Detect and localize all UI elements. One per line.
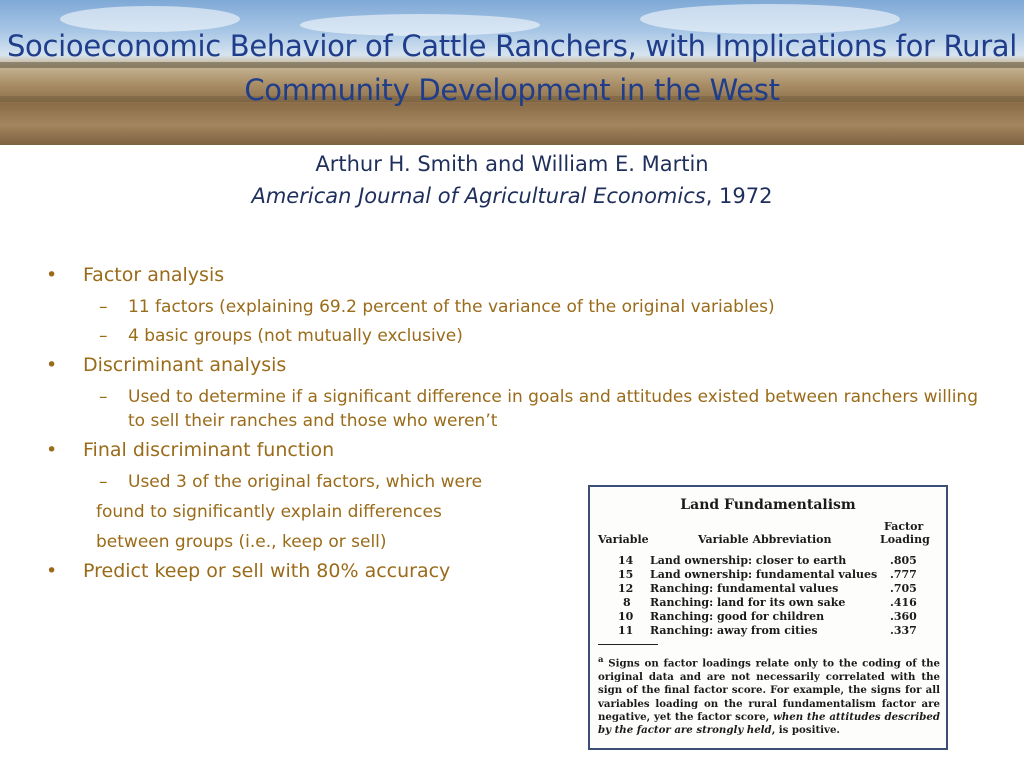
row-label: Ranching: land for its own sake bbox=[650, 596, 846, 609]
row-label: Land ownership: fundamental values bbox=[650, 568, 878, 581]
bullet-mark: • bbox=[46, 264, 58, 286]
row-loading: .805 bbox=[890, 554, 917, 567]
continuation-line: between groups (i.e., keep or sell) bbox=[96, 532, 387, 552]
dash-mark: – bbox=[99, 387, 108, 407]
table-row bbox=[590, 624, 946, 638]
authors-line: Arthur H. Smith and William E. Martin bbox=[315, 152, 709, 176]
header-variable: Variable bbox=[598, 533, 649, 546]
sub-bullet-text: 4 basic groups (not mutually exclusive) bbox=[128, 326, 463, 346]
bullet-mark: • bbox=[46, 439, 58, 461]
row-loading: .360 bbox=[890, 610, 917, 623]
table-row bbox=[590, 596, 946, 610]
header-loading-line1: Factor bbox=[884, 520, 924, 533]
bullet-text: Final discriminant function bbox=[83, 439, 335, 461]
sub-bullet-text: 11 factors (explaining 69.2 percent of the variance of the original variables) bbox=[128, 297, 775, 317]
row-variable: 14 bbox=[618, 554, 634, 567]
header-abbreviation: Variable Abbreviation bbox=[698, 533, 832, 546]
sub-bullet-item bbox=[40, 385, 990, 433]
bullet-item bbox=[40, 260, 990, 290]
table-footnote bbox=[598, 654, 940, 738]
row-variable: 10 bbox=[618, 610, 634, 623]
sub-bullet-item bbox=[40, 324, 990, 348]
row-label: Ranching: fundamental values bbox=[650, 582, 839, 595]
row-variable: 8 bbox=[623, 596, 631, 609]
table-row bbox=[590, 610, 946, 624]
row-loading: .705 bbox=[890, 582, 917, 595]
bullet-item bbox=[40, 435, 990, 465]
bullet-text: Predict keep or sell with 80% accuracy bbox=[83, 560, 451, 582]
factor-table-image bbox=[588, 485, 948, 750]
footnote-text: Signs on factor loadings relate only to the coding of the original data and are not necessarily correlated with the sign of the final factor score. For example, the signs for all variables loading on the rural fundamentalism factor are negative, yet the factor score, bbox=[598, 657, 940, 724]
row-variable: 12 bbox=[618, 582, 634, 595]
row-loading: .416 bbox=[890, 596, 917, 609]
continuation-line: found to significantly explain differences bbox=[96, 502, 442, 522]
row-loading: .777 bbox=[890, 568, 917, 581]
journal-year: , 1972 bbox=[705, 184, 773, 208]
journal-line bbox=[0, 180, 1024, 212]
dash-mark: – bbox=[99, 326, 108, 346]
bullet-item bbox=[40, 350, 990, 380]
footnote-rule bbox=[598, 644, 658, 645]
table-row bbox=[590, 568, 946, 582]
row-variable: 15 bbox=[618, 568, 634, 581]
bullet-mark: • bbox=[46, 354, 58, 376]
table-row bbox=[590, 582, 946, 596]
footnote-mark: a bbox=[598, 655, 604, 665]
footnote-end: , is positive. bbox=[771, 724, 840, 737]
table-title: Land Fundamentalism bbox=[680, 497, 856, 513]
row-variable: 11 bbox=[618, 624, 634, 637]
sub-bullet-text: Used 3 of the original factors, which were bbox=[128, 472, 483, 492]
dash-mark: – bbox=[99, 472, 108, 492]
footnote-italic: when the attitudes described by the factor are strongly held bbox=[598, 711, 940, 737]
row-label: Ranching: good for children bbox=[650, 610, 825, 623]
row-label: Land ownership: closer to earth bbox=[650, 554, 847, 567]
row-loading: .337 bbox=[890, 624, 917, 637]
bullet-text: Discriminant analysis bbox=[83, 354, 287, 376]
journal-name: American Journal of Agricultural Economics bbox=[251, 184, 706, 208]
sub-bullet-text: Used to determine if a significant difference in goals and attitudes existed between ranchers willing to sell their ranches and those who weren’t bbox=[128, 387, 978, 431]
slide-title: Socioeconomic Behavior of Cattle Ranchers, with Implications for Rural Community Development in the West bbox=[6, 29, 1018, 107]
bullet-text: Factor analysis bbox=[83, 264, 225, 286]
table-row bbox=[590, 554, 946, 568]
sub-bullet-item bbox=[40, 295, 990, 319]
header-loading-line2: Loading bbox=[880, 533, 930, 546]
citation bbox=[0, 148, 1024, 212]
dash-mark: – bbox=[99, 297, 108, 317]
row-label: Ranching: away from cities bbox=[650, 624, 818, 637]
bullet-mark: • bbox=[46, 560, 58, 582]
